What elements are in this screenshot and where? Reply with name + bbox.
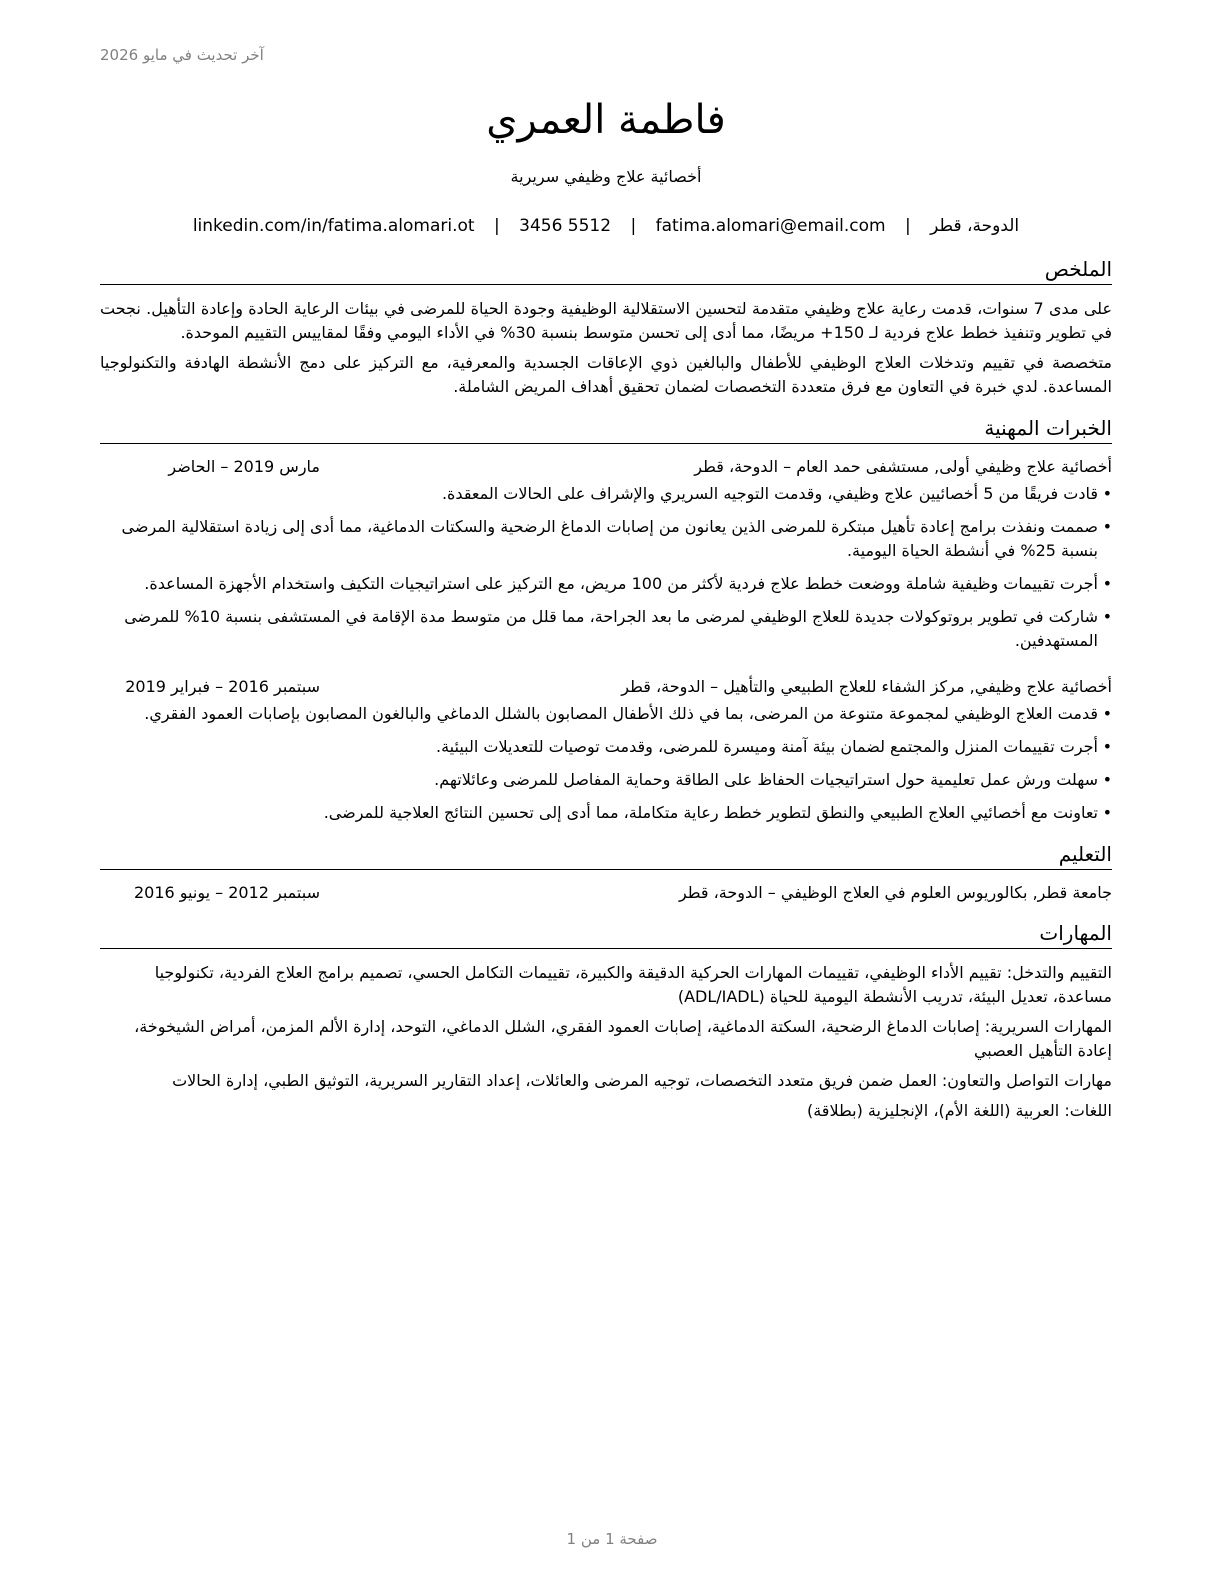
page-number: صفحة 1 من 1	[566, 1530, 658, 1548]
job-header	[100, 456, 1112, 478]
experience-heading: الخبرات المهنية	[100, 415, 1112, 444]
job-bullet: • صممت ونفذت برامج إعادة تأهيل مبتكرة للمرضى الذين يعانون من إصابات الدماغ الرضحية والسكتات الدماغية، مما أدى إلى زيادة استقلالية المرضى بنسبة 25% في أنشطة الحياة اليومية.	[100, 515, 1112, 563]
contact-separator: |	[905, 216, 911, 236]
job-bullet: • أجرت تقييمات المنزل والمجتمع لضمان بيئة آمنة وميسرة للمرضى، وقدمت توصيات للتعديلات البيئية.	[100, 735, 1112, 759]
contact-email[interactable]: fatima.alomari@email.com	[655, 216, 886, 236]
last-updated-note: آخر تحديث في مايو 2026	[100, 46, 264, 64]
job-bullet: • شاركت في تطوير بروتوكولات جديدة للعلاج الوظيفي لمرضى ما بعد الجراحة، مما قلل من متوسط مدة الإقامة في المستشفى بنسبة 10% للمرضى المستهدفين.	[100, 605, 1112, 653]
contact-linkedin[interactable]: linkedin.com/in/fatima.alomari.ot	[192, 216, 475, 236]
job-bullets	[100, 482, 1112, 653]
summary-paragraph: على مدى 7 سنوات، قدمت رعاية علاج وظيفي متقدمة لتحسين الاستقلالية الوظيفية وجودة الحياة للمرضى في بيئات الرعاية الحادة وإعادة التأهيل. نجحت في تطوير وتنفيذ خطط علاج فردية لـ 150+ مريضًا، مما أدى إلى تحسن متوسط بنسبة 30% في الأداء اليومي وفقًا لمقاييس التقييم الموحدة.	[100, 299, 1112, 342]
education-dates: سبتمبر 2012 – يونيو 2016	[133, 883, 320, 902]
job-dates: سبتمبر 2016 – فبراير 2019	[125, 677, 320, 696]
candidate-name: فاطمة العمري	[486, 97, 726, 143]
summary-heading: الملخص	[100, 256, 1112, 285]
education-entry	[100, 882, 1112, 904]
contact-separator: |	[493, 216, 500, 236]
job-bullet: • قادت فريقًا من 5 أخصائيين علاج وظيفي، وقدمت التوجيه السريري والإشراف على الحالات المعقدة.	[100, 482, 1112, 506]
job-bullets	[100, 702, 1112, 825]
education-heading: التعليم	[100, 841, 1112, 870]
contact-location: الدوحة، قطر	[930, 216, 1020, 236]
job-bullet: • قدمت العلاج الوظيفي لمجموعة متنوعة من المرضى، بما في ذلك الأطفال المصابون بالشلل الدماغي والبالغون المصابون بإصابات العمود الفقري.	[100, 702, 1112, 726]
job-title-line: أخصائية علاج وظيفي أولى, مستشفى حمد العام – الدوحة، قطر	[694, 457, 1112, 476]
skill-line: المهارات السريرية: إصابات الدماغ الرضحية، السكتة الدماغية، إصابات العمود الفقري، الشلل الدماغي، التوحد، إدارة الألم المزمن، أمراض الشيخوخة، إعادة التأهيل العصبي	[134, 1017, 1112, 1060]
education-title-line: جامعة قطر, بكالوريوس العلوم في العلاج الوظيفي – الدوحة، قطر	[678, 883, 1112, 902]
job-dates: مارس 2019 – الحاضر	[168, 457, 320, 476]
job-header	[100, 676, 1112, 698]
summary-paragraph: متخصصة في تقييم وتدخلات العلاج الوظيفي للأطفال والبالغين ذوي الإعاقات الجسدية والمعرفية، مع التركيز على دمج الأنشطة الهادفة والتكنولوجيا المساعدة. لدي خبرة في التعاون مع فرق متعددة التخصصات لضمان تحقيق أهداف المريض الشاملة.	[100, 353, 1112, 396]
contact-phone: 3456 5512	[519, 216, 612, 236]
job-title-line: أخصائية علاج وظيفي, مركز الشفاء للعلاج الطبيعي والتأهيل – الدوحة، قطر	[621, 677, 1112, 696]
skill-line: التقييم والتدخل: تقييم الأداء الوظيفي، تقييمات المهارات الحركية الدقيقة والكبيرة، تقييمات التكامل الحسي، تصميم برامج العلاج الفردية، تكنولوجيا مساعدة، تعديل البيئة، تدريب الأنشطة اليومية للحياة (ADL/IADL)	[154, 963, 1112, 1006]
job-bullet: • سهلت ورش عمل تعليمية حول استراتيجيات الحفاظ على الطاقة وحماية المفاصل للمرضى وعائلاتهم.	[100, 768, 1112, 792]
resume-page	[100, 92, 1112, 1129]
skill-line: اللغات: العربية (اللغة الأم)، الإنجليزية (بطلاقة)	[806, 1101, 1112, 1120]
job-bullet: • تعاونت مع أخصائيي العلاج الطبيعي والنطق لتطوير خطط رعاية متكاملة، مما أدى إلى تحسين النتائج العلاجية للمرضى.	[100, 801, 1112, 825]
contact-separator: |	[630, 216, 637, 236]
skill-line: مهارات التواصل والتعاون: العمل ضمن فريق متعدد التخصصات، توجيه المرضى والعائلات، إعداد التقارير السريرية، التوثيق الطبي، إدارة الحالات	[172, 1071, 1112, 1090]
job-bullet: • أجرت تقييمات وظيفية شاملة ووضعت خطط علاج فردية لأكثر من 100 مريض، مع التركيز على استراتيجيات التكيف واستخدام الأجهزة المساعدة.	[100, 572, 1112, 596]
skills-heading: المهارات	[100, 920, 1112, 949]
contact-line	[100, 214, 1112, 238]
candidate-title: أخصائية علاج وظيفي سريرية	[510, 167, 702, 186]
